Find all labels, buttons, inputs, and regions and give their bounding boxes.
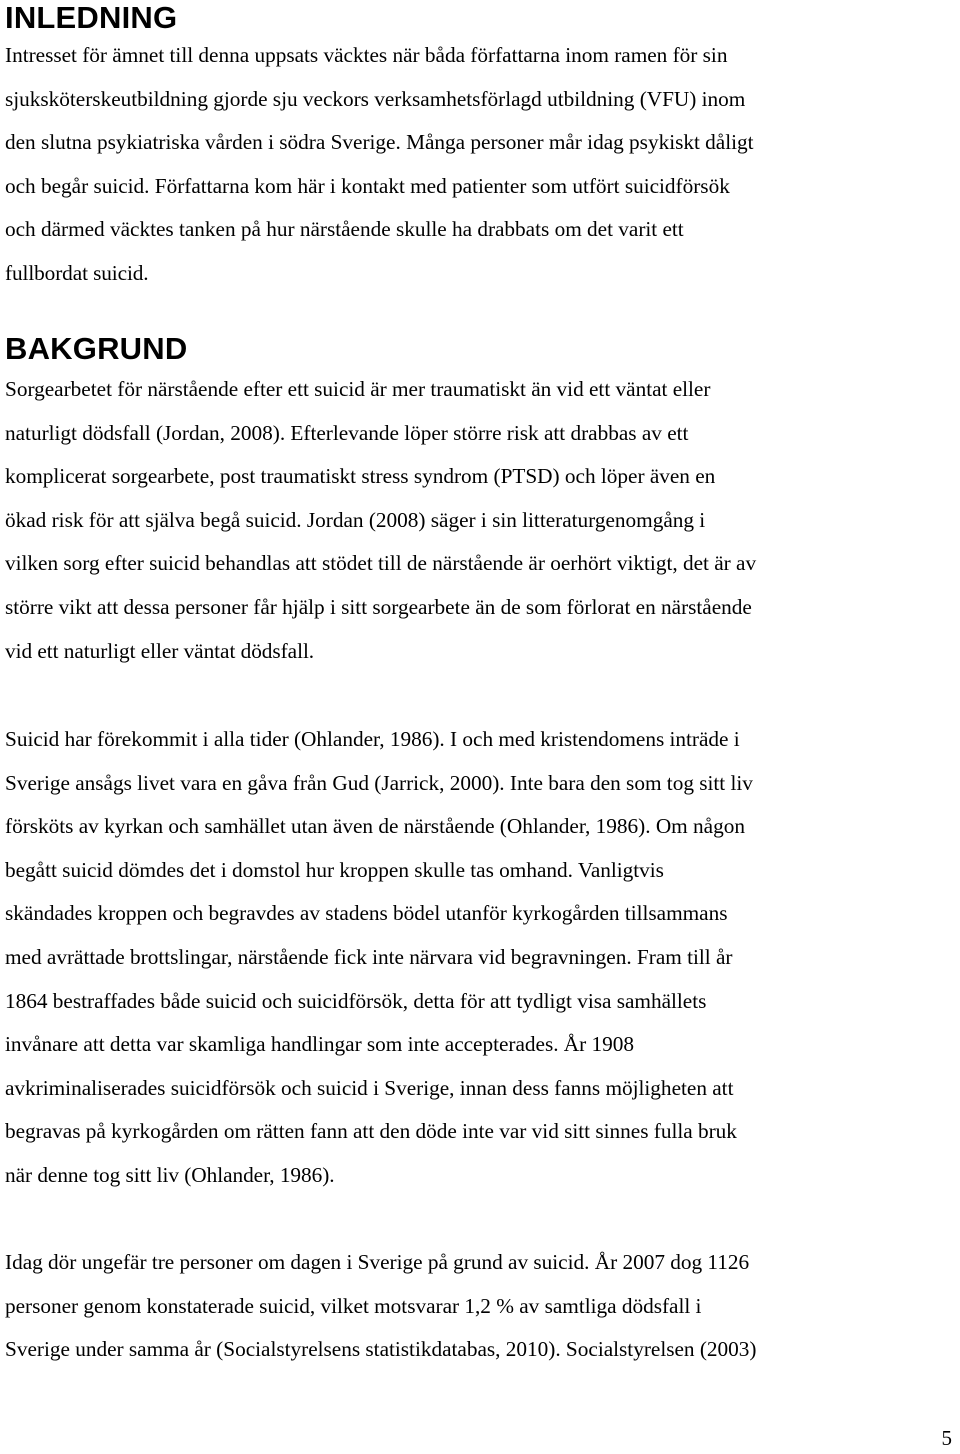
paragraph-bakgrund-2 — [5, 718, 957, 1198]
text-line: större vikt att dessa personer får hjälp i sitt sorgearbete än de som förlorat en närstående — [5, 594, 752, 619]
text-line: sjuksköterskeutbildning gjorde sju veckors verksamhetsförlagd utbildning (VFU) inom — [5, 86, 746, 111]
text-line: komplicerat sorgearbete, post traumatiskt stress syndrom (PTSD) och löper även en — [5, 464, 716, 489]
text-line: Intresset för ämnet till denna uppsats väcktes när båda författarna inom ramen för sin — [5, 43, 728, 67]
text-line: 1864 bestraffades både suicid och suicidförsök, detta för att tydligt visa samhällets — [5, 988, 707, 1013]
paragraph-bakgrund-3 — [5, 1241, 957, 1372]
text-line: Suicid har förekommit i alla tider (Ohlander, 1986). I och med kristendomens inträde i — [5, 727, 740, 751]
text-line: Sorgearbetet för närstående efter ett suicid är mer traumatiskt än vid ett väntat eller — [5, 377, 711, 401]
section-heading-inledning: INLEDNING — [5, 0, 178, 35]
text-line: Idag dör ungefär tre personer om dagen i Sverige på grund av suicid. År 2007 dog 1126 — [5, 1250, 750, 1274]
text-line: den slutna psykiatriska vården i södra Sverige. Många personer mår idag psykiskt dåligt — [5, 130, 754, 155]
section-heading-bakgrund: BAKGRUND — [5, 331, 188, 366]
text-line: vid ett naturligt eller väntat dödsfall. — [5, 638, 315, 663]
text-line: vilken sorg efter suicid behandlas att stödet till de närstående är oerhört viktigt, det är av — [5, 551, 757, 576]
text-line: ökad risk för att själva begå suicid. Jordan (2008) säger i sin litteraturgenomgång i — [5, 507, 706, 532]
paragraph-bakgrund-1 — [5, 368, 957, 673]
paragraph-inledning — [5, 34, 957, 296]
text-line: personer genom konstaterade suicid, vilket motsvarar 1,2 % av samtliga dödsfall i — [5, 1293, 702, 1318]
text-line: Sverige ansågs livet vara en gåva från Gud (Jarrick, 2000). Inte bara den som tog sitt liv — [5, 770, 753, 795]
text-line: fullbordat suicid. — [5, 260, 149, 285]
text-line: med avrättade brottslingar, närstående fick inte närvara vid begravningen. Fram till år — [5, 944, 733, 969]
text-line: Sverige under samma år (Socialstyrelsens statistikdatabas, 2010). Socialstyrelsen (2003) — [5, 1337, 757, 1362]
text-line: när denne tog sitt liv (Ohlander, 1986). — [5, 1162, 335, 1187]
text-line: invånare att detta var skamliga handlingar som inte accepterades. År 1908 — [5, 1032, 635, 1057]
text-line: naturligt dödsfall (Jordan, 2008). Efterlevande löper större risk att drabbas av ett — [5, 420, 689, 445]
page-number: 5 — [941, 1426, 952, 1450]
text-line: skändades kroppen och begravdes av stadens bödel utanför kyrkogården tillsammans — [5, 901, 728, 926]
text-line: och därmed väcktes tanken på hur närstående skulle ha drabbats om det varit ett — [5, 217, 684, 242]
text-line: och begår suicid. Författarna kom här i kontakt med patienter som utfört suicidförsök — [5, 173, 730, 198]
text-line: försköts av kyrkan och samhället utan även de närstående (Ohlander, 1986). Om någon — [5, 814, 745, 839]
text-line: avkriminaliserades suicidförsök och suicid i Sverige, innan dess fanns möjligheten att — [5, 1075, 734, 1100]
text-line: begått suicid dömdes det i domstol hur kroppen skulle tas omhand. Vanligtvis — [5, 857, 664, 882]
text-line: begravas på kyrkogården om rätten fann att den döde inte var vid sitt sinnes fulla bruk — [5, 1119, 737, 1144]
